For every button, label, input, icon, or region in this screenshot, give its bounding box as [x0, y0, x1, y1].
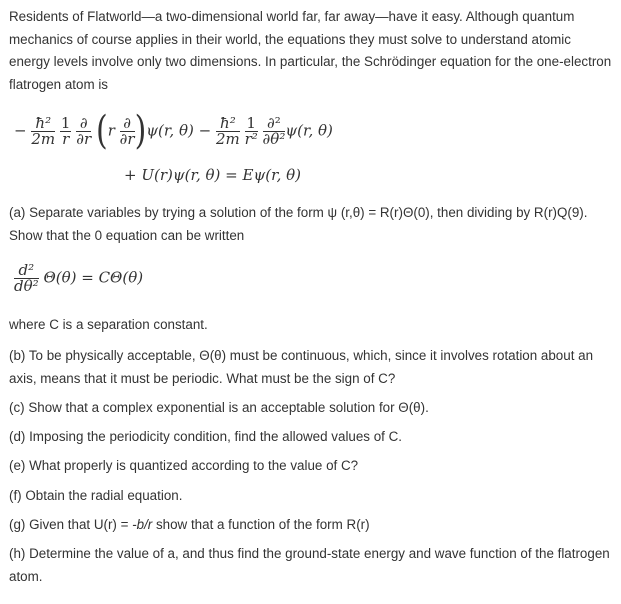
partial-over-partial-r: $\frac{\partial}{\partial r}$ — [76, 114, 92, 148]
d2-over-dtheta2: $\frac{\text{d²}}{\text{dθ²}}$ — [14, 261, 39, 295]
question-d: (d) Imposing the periodicity condition, find the allowed values of C. — [9, 429, 403, 444]
one-over-r-squared: $\frac{1}{\text{r²}}$ — [244, 114, 258, 148]
question-a: (a) Separate variables by trying a solution of the form ψ (r,θ) = R(r)Θ(0), then dividing by R(r)Q(9). Show that the 0 equation can be written — [9, 205, 588, 243]
intro-paragraph: Residents of Flatworld—a two-dimensional world far, far away—have it easy. Although quantum mechanics of course applies in their world, the equations they must solve to understand atomic energy levels involve only two dimensions. In particular, the Schrödinger equation for the one-electron flatrogen atom is — [9, 9, 612, 92]
schrodinger-equation-line-2: + U(r)ψ(r, θ) = Eψ(r, θ) — [124, 166, 302, 184]
theta-equation: $\frac{\text{d²}}{\text{dθ²}}$ Θ(θ) = CΘ(θ) — [14, 261, 144, 295]
question-b: (b) To be physically acceptable, Θ(θ) must be continuous, which, since it involves rotation about an axis, means that it must be periodic. What must be the sign of C? — [9, 348, 594, 386]
partial2-over-partial-theta2: $\frac{\text{∂²}}{\text{∂θ²}}$ — [262, 114, 286, 148]
question-g: (g) Given that U(r) = -b/r show that a function of the form R(r) — [9, 517, 370, 532]
schrodinger-equation-line-1: − $\frac{\text{ħ²}}{2m}$ $\frac{1}{r}$ $\frac{\partial}{\partial r}$ (r $\frac{\partial}{\partial r}$ )ψ(r, θ) − $\frac{\text{ħ²}}{2m}$ $\frac{1}{\text{r²}}$ $\frac{\text{∂²}}{\text{∂θ²}}$ ψ(r, θ) — [14, 108, 333, 154]
question-h: (h) Determine the value of a, and thus find the ground-state energy and wave function of the flatrogen atom. — [9, 546, 610, 584]
question-f: (f) Obtain the radial equation. — [9, 488, 183, 503]
hbar2-over-2m: $\frac{\text{ħ²}}{2m}$ — [31, 114, 56, 148]
question-a-followup: where C is a separation constant. — [9, 317, 208, 332]
question-e: (e) What properly is quantized according to the value of C? — [9, 458, 359, 473]
hbar2-over-2m-second: $\frac{\text{ħ²}}{2m}$ — [216, 114, 240, 148]
one-over-r: $\frac{1}{r}$ — [60, 114, 71, 148]
partial-over-partial-r-inner: $\frac{\partial}{\partial r}$ — [119, 114, 135, 148]
question-c: (c) Show that a complex exponential is an acceptable solution for Θ(θ). — [9, 400, 429, 415]
